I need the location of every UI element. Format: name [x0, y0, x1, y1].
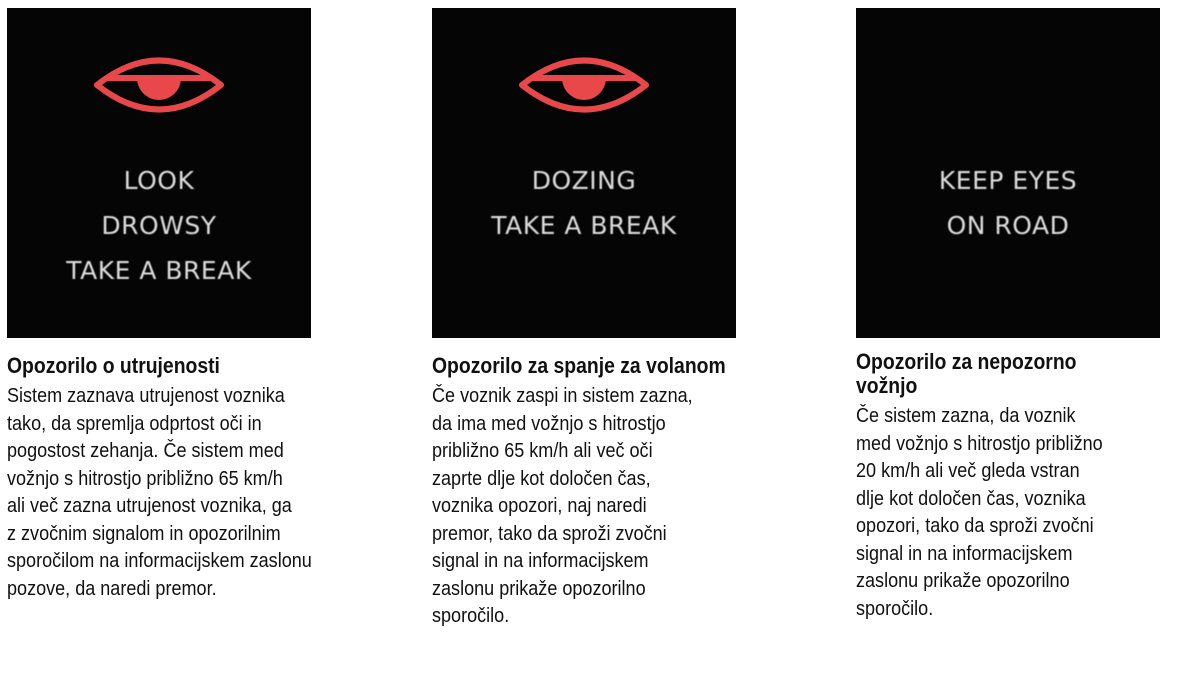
- title-line: Opozorilo za spanje za volanom: [432, 353, 726, 378]
- warning-card-dozing: [432, 8, 762, 630]
- description-line: opozori, tako da sproži zvočni: [856, 514, 1094, 537]
- warning-card-distraction: [856, 8, 1186, 622]
- description-line: z zvočnim signalom in opozorilnim: [7, 521, 281, 545]
- description-line: sporočilo.: [856, 596, 934, 620]
- description-line: zaslonu prikaže opozorilno: [856, 569, 1070, 592]
- display-message: [432, 158, 736, 248]
- description-line: sporočilom na informacijskem zaslonu: [7, 549, 312, 572]
- eye-icon: [518, 50, 650, 120]
- display-panel: [7, 8, 311, 338]
- description-line: pozove, da naredi premor.: [7, 576, 217, 600]
- warning-description: [856, 402, 1199, 622]
- description-line: približno 65 km/h ali več oči: [432, 439, 653, 462]
- display-panel: [432, 8, 736, 338]
- description-line: sporočilo.: [432, 604, 510, 627]
- description-line: zaslonu prikaže opozorilno: [432, 576, 646, 600]
- description-line: pogostost zehanja. Če sistem med: [7, 439, 284, 462]
- warning-title: [432, 354, 766, 378]
- description-line: da ima med vožnjo s hitrostjo: [432, 411, 666, 435]
- description-line: ali več zazna utrujenost voznika, ga: [7, 494, 292, 517]
- description-line: signal in na informacijskem: [432, 549, 649, 572]
- description-line: voznika opozori, naj naredi: [432, 494, 647, 517]
- title-line: Opozorilo o utrujenosti: [7, 353, 220, 378]
- warning-description: [432, 382, 775, 630]
- warning-description: [7, 382, 350, 602]
- title-line: Opozorilo za nepozorno: [856, 349, 1077, 374]
- warning-title: [856, 350, 1190, 398]
- description-line: 20 km/h ali več gleda vstran: [856, 459, 1080, 482]
- display-line: KEEP EYES: [938, 166, 1078, 195]
- display-line: TAKE A BREAK: [491, 211, 677, 240]
- description-line: Sistem zaznava utrujenost voznika: [7, 384, 285, 407]
- warning-title: [7, 354, 341, 378]
- display-message: [7, 158, 311, 293]
- description-line: zaprte dlje kot določen čas,: [432, 466, 651, 490]
- display-message: [856, 158, 1160, 248]
- display-panel: [856, 8, 1160, 338]
- description-line: dlje kot določen čas, voznika: [856, 486, 1086, 510]
- description-line: Če sistem zazna, da voznik: [856, 404, 1076, 427]
- display-line: LOOK: [123, 166, 195, 195]
- description-line: Če voznik zaspi in sistem zazna,: [432, 384, 693, 407]
- display-line: ON ROAD: [946, 211, 1070, 240]
- description-line: premor, tako da sproži zvočni: [432, 521, 667, 545]
- eye-icon: [93, 50, 225, 120]
- description-line: vožnjo s hitrostjo približno 65 km/h: [7, 466, 283, 490]
- description-line: med vožnjo s hitrostjo približno: [856, 431, 1103, 455]
- title-line: vožnjo: [856, 373, 918, 398]
- warning-card-drowsiness: [7, 8, 337, 602]
- display-line: DROWSY: [101, 211, 217, 240]
- display-line: TAKE A BREAK: [66, 256, 252, 285]
- display-line: DOZING: [531, 166, 637, 195]
- description-line: signal in na informacijskem: [856, 541, 1073, 565]
- description-line: tako, da spremlja odprtost oči in: [7, 411, 262, 435]
